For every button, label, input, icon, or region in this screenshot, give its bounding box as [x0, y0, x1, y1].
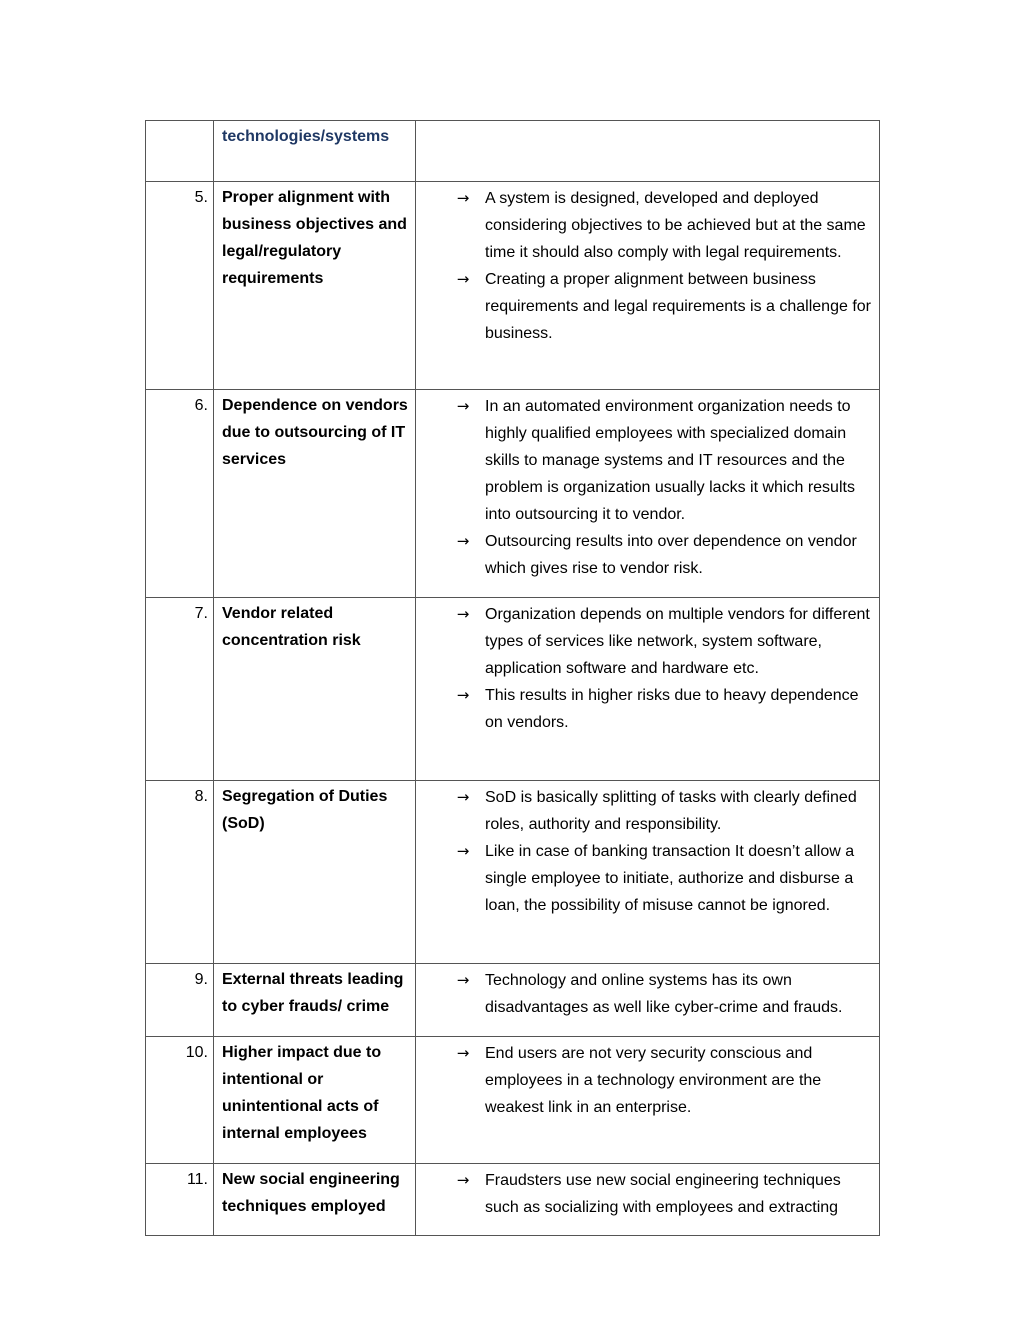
table-row: [146, 598, 880, 781]
row-number: 6.: [146, 390, 214, 598]
table-row: [146, 121, 880, 182]
point-text: Creating a proper alignment between business requirements and legal requirements is a challenge for business.: [485, 271, 871, 342]
risk-description: [416, 598, 880, 781]
point-text: SoD is basically splitting of tasks with clearly defined roles, authority and responsibility.: [485, 789, 857, 833]
risk-description: [416, 390, 880, 598]
row-number: 11.: [146, 1164, 214, 1236]
table-row: [146, 390, 880, 598]
risk-title: technologies/systems: [214, 121, 416, 182]
row-number: 10.: [146, 1037, 214, 1164]
risk-description: [416, 1164, 880, 1236]
risk-title: Dependence on vendors due to outsourcing of IT services: [214, 390, 416, 598]
list-item: [416, 393, 871, 528]
list-item: [416, 1040, 871, 1121]
right-arrow-icon: →: [456, 189, 470, 207]
row-number: [146, 121, 214, 182]
right-arrow-icon: →: [456, 686, 470, 704]
point-text: Technology and online systems has its own disadvantages as well like cyber-crime and frauds.: [485, 972, 843, 1016]
list-item: [416, 185, 871, 266]
list-item: [416, 601, 871, 682]
right-arrow-icon: →: [456, 971, 470, 989]
risk-description: [416, 964, 880, 1037]
right-arrow-icon: →: [456, 270, 470, 288]
list-item: [416, 528, 871, 582]
risk-title: Segregation of Duties (SoD): [214, 781, 416, 964]
risk-title: Proper alignment with business objectives and legal/regulatory requirements: [214, 182, 416, 390]
risk-title: Higher impact due to intentional or unintentional acts of internal employees: [214, 1037, 416, 1164]
point-text: Organization depends on multiple vendors for different types of services like network, system software, application software and hardware etc.: [485, 606, 870, 677]
risk-table: [145, 120, 880, 1236]
right-arrow-icon: →: [456, 842, 470, 860]
list-item: [416, 967, 871, 1021]
right-arrow-icon: →: [456, 1171, 470, 1189]
list-item: [416, 266, 871, 347]
right-arrow-icon: →: [456, 605, 470, 623]
point-text: This results in higher risks due to heavy dependence on vendors.: [485, 687, 859, 731]
table-row: [146, 1037, 880, 1164]
point-text: Fraudsters use new social engineering techniques such as socializing with employees and extracting: [485, 1172, 841, 1216]
right-arrow-icon: →: [456, 788, 470, 806]
risk-description: [416, 182, 880, 390]
table-row: [146, 1164, 880, 1236]
risk-description: [416, 781, 880, 964]
list-item: [416, 1167, 871, 1221]
list-item: [416, 838, 871, 919]
point-text: In an automated environment organization needs to highly qualified employees with specialized domain skills to manage systems and IT resources and the problem is organization usually lacks it which results into outsourcing it to vendor.: [485, 398, 855, 523]
point-text: Like in case of banking transaction It doesn’t allow a single employee to initiate, authorize and disburse a loan, the possibility of misuse cannot be ignored.: [485, 843, 855, 914]
right-arrow-icon: →: [456, 397, 470, 415]
row-number: 9.: [146, 964, 214, 1037]
risk-title: Vendor related concentration risk: [214, 598, 416, 781]
table-row: [146, 781, 880, 964]
right-arrow-icon: →: [456, 532, 470, 550]
list-item: [416, 784, 871, 838]
table-row: [146, 964, 880, 1037]
risk-description: [416, 1037, 880, 1164]
row-number: 7.: [146, 598, 214, 781]
point-text: Outsourcing results into over dependence on vendor which gives rise to vendor risk.: [485, 533, 857, 577]
table-row: [146, 182, 880, 390]
list-item: [416, 682, 871, 736]
risk-description: [416, 121, 880, 182]
risk-title: External threats leading to cyber frauds/ crime: [214, 964, 416, 1037]
point-text: End users are not very security conscious and employees in a technology environment are the weakest link in an enterprise.: [485, 1045, 822, 1116]
risk-title: New social engineering techniques employed: [214, 1164, 416, 1236]
point-text: A system is designed, developed and deployed considering objectives to be achieved but at the same time it should also comply with legal requirements.: [485, 190, 866, 261]
right-arrow-icon: →: [456, 1044, 470, 1062]
row-number: 5.: [146, 182, 214, 390]
row-number: 8.: [146, 781, 214, 964]
